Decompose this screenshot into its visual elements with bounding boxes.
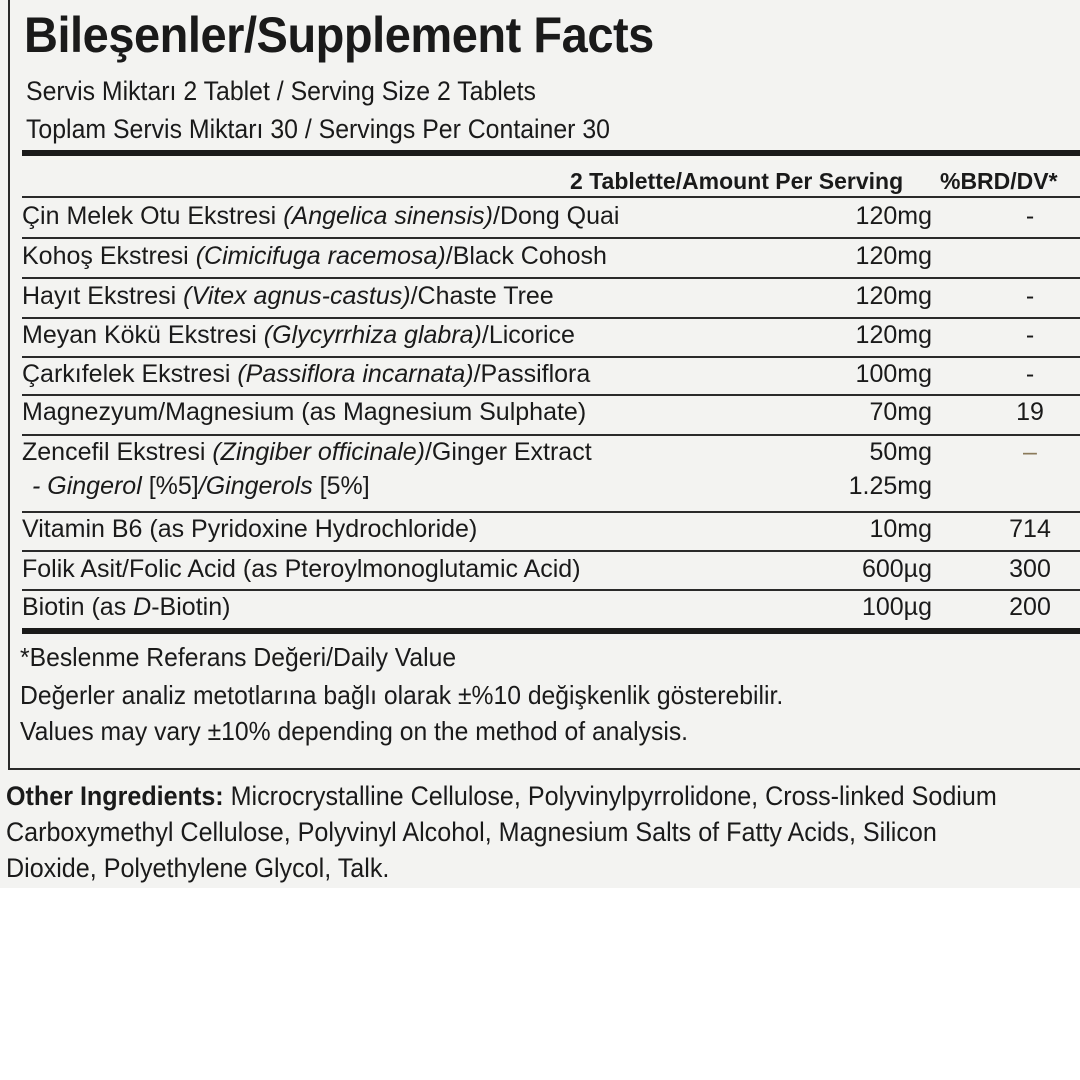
sub-ingredient-amount: 1.25mg [848,472,932,500]
servings-per-container: Toplam Servis Miktarı 30 / Servings Per Container 30 [26,114,610,144]
ingredient-name: Magnezyum/Magnesium (as Magnesium Sulphate) [22,398,587,426]
ingredient-name: Kohoş Ekstresi (Cimicifuga racemosa)/Black Cohosh [22,242,607,270]
amount-header: 2 Tablette/Amount Per Serving [570,168,904,194]
ingredient-amount: 120mg [855,321,932,349]
ingredient-dv: - [1025,202,1035,230]
divider [22,317,1080,319]
ingredient-amount: 120mg [855,282,932,310]
divider [22,434,1080,436]
ingredient-amount: 70mg [869,398,932,426]
divider [22,196,1080,198]
divider [22,277,1080,279]
ingredient-name: Hayıt Ekstresi (Vitex agnus-castus)/Chaste Tree [22,282,554,310]
ingredient-amount: 120mg [855,202,932,230]
divider [22,356,1080,358]
ingredient-name: Folik Asit/Folic Acid (as Pteroylmonoglutamic Acid) [22,555,581,583]
dv-header: %BRD/DV* [940,168,1058,194]
footnote-daily-value: *Beslenme Referans Değeri/Daily Value [20,642,457,672]
divider [22,394,1080,396]
serving-size: Servis Miktarı 2 Tablet / Serving Size 2 Tablets [26,76,536,106]
sub-ingredient-name: - Gingerol [%5]/Gingerols [5%] [32,472,370,500]
ingredient-dv: 200 [1009,593,1051,621]
ingredient-name: Biotin (as D-Biotin) [22,593,231,621]
ingredient-name: Zencefil Ekstresi (Zingiber officinale)/Ginger Extract [22,438,592,466]
divider-thick [22,628,1080,634]
ingredient-amount: 10mg [869,515,932,543]
divider [22,237,1080,239]
divider [22,511,1080,513]
footnote-variance-tr: Değerler analiz metotlarına bağlı olarak ±%10 değişkenlik gösterebilir. [20,680,784,710]
ingredient-amount: 100µg [861,593,932,621]
ingredient-dv: 19 [1016,398,1044,426]
ingredient-amount: 120mg [855,242,932,270]
ingredient-name: Meyan Kökü Ekstresi (Glycyrrhiza glabra)/Licorice [22,321,575,349]
ingredient-dv: - [1025,360,1035,388]
page-title: Bileşenler/Supplement Facts [24,7,654,63]
ingredient-amount: 600µg [861,555,932,583]
ingredient-dv: 300 [1009,555,1051,583]
divider [22,550,1080,552]
ingredient-name: Çarkıfelek Ekstresi (Passiflora incarnata)/Passiflora [22,360,591,388]
ingredient-dv: – [1023,438,1037,466]
ingredient-amount: 50mg [869,438,932,466]
ingredient-dv: - [1025,282,1035,310]
other-ingredients: Other Ingredients: Microcrystalline Cellulose, Polyvinylpyrrolidone, Cross-linked Sodium Carboxymethyl Cellulose, Polyvinyl Alcohol, Magnesium Salts of Fatty Acids, Silicon Dioxide, Polyethylene Glycol, Talk. [6,781,997,883]
ingredient-dv: 714 [1009,515,1051,543]
ingredient-name: Çin Melek Otu Ekstresi (Angelica sinensis)/Dong Quai [22,202,620,230]
ingredient-name: Vitamin B6 (as Pyridoxine Hydrochloride) [22,515,478,543]
ingredient-dv: - [1025,321,1035,349]
divider-thick [22,150,1080,156]
footnote-variance-en: Values may vary ±10% depending on the method of analysis. [20,716,689,746]
divider [22,589,1080,591]
ingredient-amount: 100mg [855,360,932,388]
